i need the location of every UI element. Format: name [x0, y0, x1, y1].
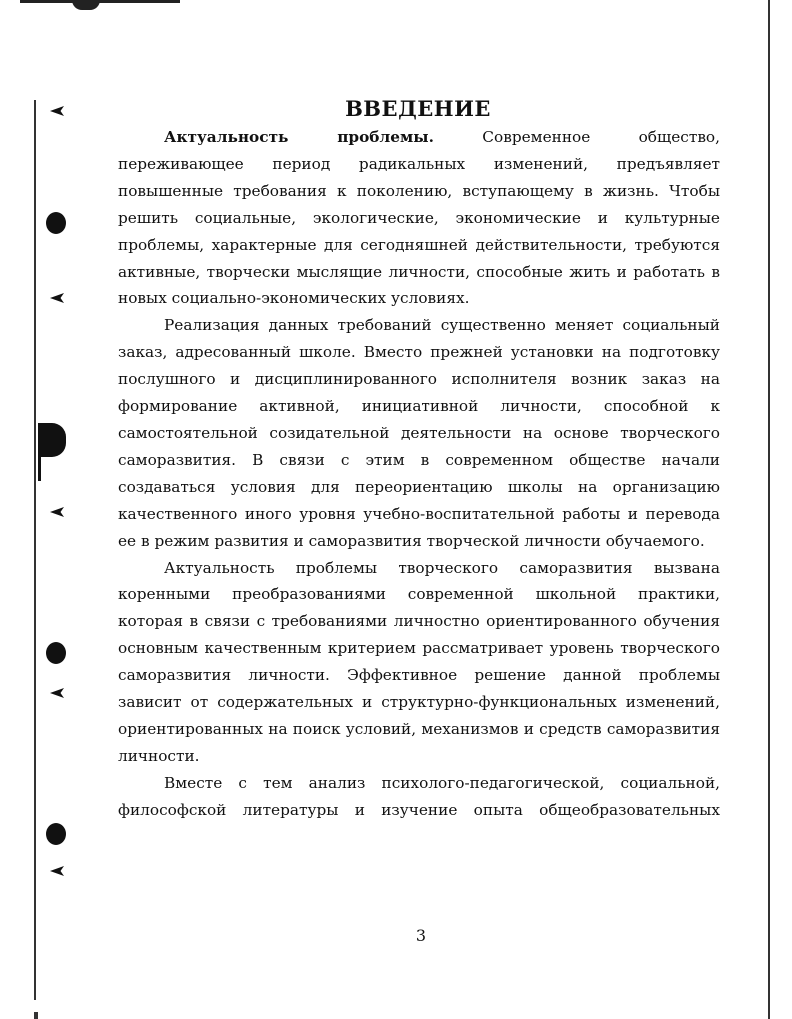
scan-top-mark [72, 0, 100, 10]
binding-mark [50, 293, 64, 303]
scan-right-edge [768, 0, 770, 1019]
binding-clip [36, 423, 66, 481]
punch-hole [46, 823, 66, 845]
paragraph: Реализация данных требований существенно меняет социальный заказ, адресованный школе. Вместо прежней установки на подготовку послушного и дисциплинированного исполнителя возник заказ на формирование активной, инициативной личности, способной к самостоятельной созидательной деятельности на основе творческого саморазвития. В связи с этим в современном обществе начали создаваться условия для переориентацию школы на организацию качественного иного уровня учебно-воспитательной работы и перевода ее в режим развития и саморазвития творческой личности обучаемого. [118, 316, 720, 550]
section-heading: ВВЕДЕНИЕ [345, 96, 491, 121]
punch-hole [46, 212, 66, 234]
binding-mark [50, 688, 64, 698]
scan-left-edge [34, 100, 36, 1000]
binding-mark [50, 507, 64, 517]
paragraph [118, 124, 720, 312]
binding-mark [50, 866, 64, 876]
punch-hole [46, 642, 66, 664]
scan-bottom-mark [34, 1012, 38, 1019]
binding-clip-stem [38, 453, 41, 481]
page-number: 3 [415, 926, 427, 945]
binding-mark [50, 106, 64, 116]
paragraph: Актуальность проблемы творческого саморазвития вызвана коренными преобразованиями современной школьной практики, которая в связи с требованиями личностно ориентированного обучения основным качественным критерием рассматривает уровень творческого саморазвития личности. Эффективное решение данной проблемы зависит от содержательных и структурно-функциональных изменений, ориентированных на поиск условий, механизмов и средств саморазвития личности. [118, 558, 720, 765]
lead-phrase: Актуальность проблемы. [164, 128, 434, 146]
scan-top-edge [20, 0, 180, 3]
paragraph-text: Современное общество, переживающее период радикальных изменений, предъявляет повышенные требования к поколению, вступающему в жизнь. Чтобы решить социальные, экологические, экономические и культурные проблемы, характерные для сегодняшней действительности, требуются активные, творчески мыслящие личности, способные жить и работать в новых социально-экономических условиях. [118, 128, 720, 308]
binding-clip-head [38, 423, 66, 457]
body-text [118, 124, 720, 824]
paragraph: Вместе с тем анализ психолого-педагогической, социальной, философской литературы и изучение опыта общеобразовательных [118, 773, 720, 819]
